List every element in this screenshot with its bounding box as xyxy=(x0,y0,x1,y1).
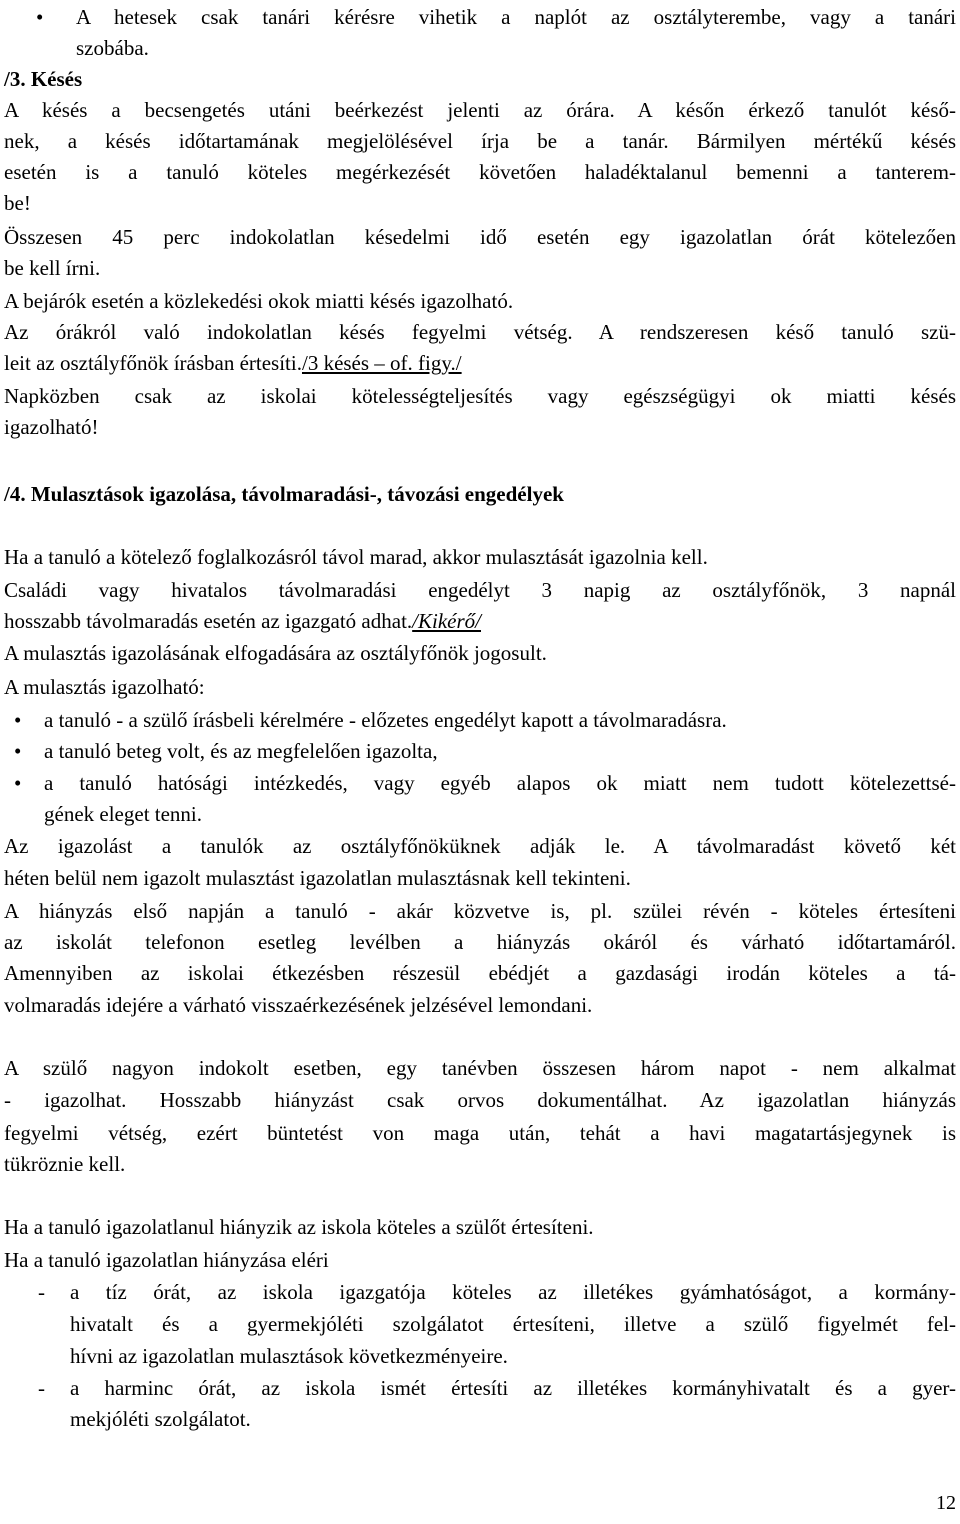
text-line: fegyelmi vétség, ezért büntetést von maga után, tehát a havi magatartásjegynek is xyxy=(4,1121,956,1145)
dash-bullet: - xyxy=(38,1280,45,1304)
bullet-icon: • xyxy=(14,771,22,795)
text-line: A szülő nagyon indokolt esetben, egy tanévben összesen három napot - nem alkalmat xyxy=(4,1056,956,1080)
text-line: volmaradás idejére a várható visszaérkezésének jelzésével lemondani. xyxy=(4,993,593,1017)
text-line: leit az osztályfőnök írásban értesíti./3 késés – of. figy./ xyxy=(4,351,462,375)
text-line: /3. Késés xyxy=(4,67,83,91)
text-line: A bejárók esetén a közlekedési okok miatti késés igazolható. xyxy=(4,289,514,313)
text-line: be! xyxy=(4,191,31,215)
text-line: az iskolát telefonon esetleg levélben a hiányzás okáról és várható időtartamáról. xyxy=(4,930,956,954)
text-line: A hiányzás első napján a tanuló - akár közvetve is, pl. szülei révén - köteles értesíteni xyxy=(4,899,956,923)
text-line: szobába. xyxy=(76,36,149,60)
text-line: A mulasztás igazolható: xyxy=(4,675,205,699)
page-number: 12 xyxy=(936,1492,956,1514)
text-line: be kell írni. xyxy=(4,256,101,280)
form-reference: /Kikérő/ xyxy=(412,609,481,633)
text-line: Ha a tanuló a kötelező foglalkozásról távol marad, akkor mulasztását igazolnia kell. xyxy=(4,545,708,569)
text-line: a harminc órát, az iskola ismét értesíti az illetékes kormányhivatalt és a gyer- xyxy=(70,1376,956,1400)
text-line: Napközben csak az iskolai kötelességteljesítés vagy egészségügyi ok miatti késés xyxy=(4,384,956,408)
text-line: héten belül nem igazolt mulasztást igazolatlan mulasztásnak kell tekinteni. xyxy=(4,866,631,890)
text-line: a tanuló beteg volt, és az megfelelően igazolta, xyxy=(44,739,438,763)
text-line: esetén is a tanuló köteles megérkezését követően haladéktalanul bemenni a tanterem- xyxy=(4,160,956,184)
text-line: Az igazolást a tanulók az osztályfőnöküknek adják le. A távolmaradást követő két xyxy=(4,834,956,858)
text-line: gének eleget tenni. xyxy=(44,802,203,826)
text-line: Amennyiben az iskolai étkezésben részesül ebédjét a gazdasági irodán köteles a tá- xyxy=(4,961,956,985)
text-line: mekjóléti szolgálatot. xyxy=(70,1407,251,1431)
text-line: A hetesek csak tanári kérésre vihetik a naplót az osztályterembe, vagy a tanári xyxy=(76,5,956,29)
text-line: Az órákról való indokolatlan késés fegyelmi vétség. A rendszeresen késő tanuló szü- xyxy=(4,320,956,344)
bullet-icon: • xyxy=(14,708,22,732)
text-line: A mulasztás igazolásának elfogadására az osztályfőnök jogosult. xyxy=(4,641,547,665)
text-line: a tíz órát, az iskola igazgatója köteles az illetékes gyámhatóságot, a kormány- xyxy=(70,1280,956,1304)
text-line: A késés a becsengetés utáni beérkezést jelenti az órára. A későn érkező tanulót késő- xyxy=(4,98,956,122)
text-line: Összesen 45 perc indokolatlan késedelmi idő esetén egy igazolatlan órát kötelezően xyxy=(4,225,956,249)
text-line: a tanuló - a szülő írásbeli kérelmére - előzetes engedélyt kapott a távolmaradásra. xyxy=(44,708,727,732)
text-line: tükröznie kell. xyxy=(4,1152,126,1176)
text-line: hosszabb távolmaradás esetén az igazgató adhat./Kikérő/ xyxy=(4,609,481,633)
text-line: igazolható! xyxy=(4,415,99,439)
text-line: /4. Mulasztások igazolása, távolmaradási-, távozási engedélyek xyxy=(4,482,564,506)
text-line: Ha a tanuló igazolatlanul hiányzik az iskola köteles a szülőt értesíteni. xyxy=(4,1215,594,1239)
bullet-icon: • xyxy=(36,5,44,29)
text-line: hivatalt és a gyermekjóléti szolgálatot értesíteni, illetve a szülő figyelmét fel- xyxy=(70,1312,956,1336)
text-line: a tanuló hatósági intézkedés, vagy egyéb alapos ok miatt nem tudott kötelezettsé- xyxy=(44,771,956,795)
text-line: Ha a tanuló igazolatlan hiányzása eléri xyxy=(4,1248,329,1272)
dash-bullet: - xyxy=(38,1376,45,1400)
text-line: Családi vagy hivatalos távolmaradási engedélyt 3 napig az osztályfőnök, 3 napnál xyxy=(4,578,956,602)
reference-link: /3 késés – of. figy./ xyxy=(301,351,462,375)
text-line: hívni az igazolatlan mulasztások következményeire. xyxy=(70,1344,508,1368)
text-line: nek, a késés időtartamának megjelölésével írja be a tanár. Bármilyen mértékű késés xyxy=(4,129,956,153)
text-line: - igazolhat. Hosszabb hiányzást csak orvos dokumentálhat. Az igazolatlan hiányzás xyxy=(4,1088,956,1112)
bullet-icon: • xyxy=(14,739,22,763)
